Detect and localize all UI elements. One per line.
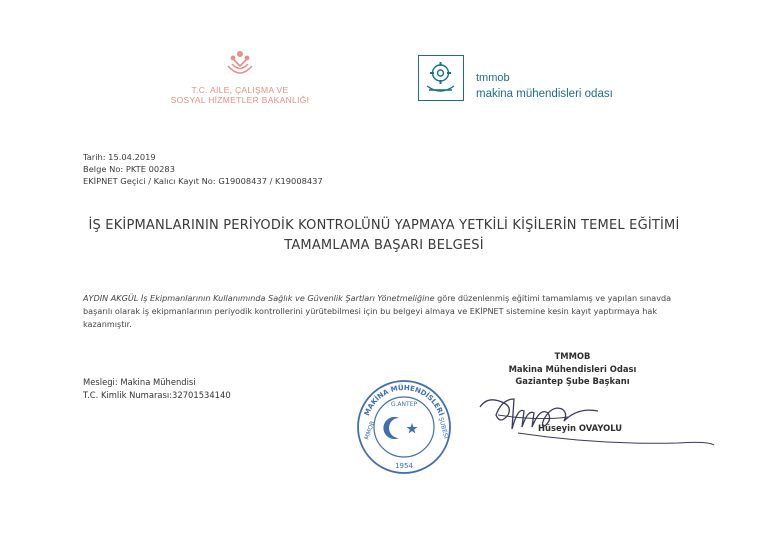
signatory-org3: Gaziantep Şube Başkanı — [515, 376, 630, 386]
stamp-branch: G.ANTEP — [390, 401, 418, 408]
official-stamp — [355, 378, 453, 476]
signatory-org2: Makina Mühendisleri Odası — [508, 363, 637, 374]
certificate-body — [83, 292, 683, 331]
certificate-title-line1: İŞ EKİPMANLARININ PERİYODİK KONTROLÜNÜ YAPMAYA YETKİLİ KİŞİLERİN TEMEL EĞİTİMİ — [88, 218, 680, 233]
certificate-title-line2: TAMAMLAMA BAŞARI BELGESİ — [284, 238, 484, 253]
signature — [478, 385, 718, 457]
holder-name: AYDIN AKGÜL — [83, 293, 139, 303]
tmmob-emblem-icon — [418, 55, 464, 101]
signatory-name: Hüseyin OVAYOLU — [538, 423, 623, 433]
crescent-icon — [383, 417, 399, 439]
star-icon — [407, 423, 418, 434]
stamp-year: 1954 — [395, 462, 413, 470]
body-rest: göre düzenlenmiş eğitimi tamamlamış ve yapılan sınavda başarılı olarak iş ekipmanlarının periyodik kontrollerini yürütebilmesi için bu belgeyi almaya ve EKİPNET sistemine kesin kayıt yaptırmaya hak kazanmıştır. — [83, 293, 672, 329]
tmmob-abbr: tmmob — [476, 72, 510, 84]
regulation-name: İş Ekipmanlarının Kullanımında Sağlık ve Güvenlik Şartları Yönetmeliğine — [140, 293, 435, 303]
document-number: Belge No: PKTE 00283 — [83, 164, 175, 174]
signatory-org1: TMMOB — [554, 351, 591, 361]
signatory-block — [500, 350, 645, 388]
stamp-top-text: MAKİNA MÜHENDİSLERİ — [362, 383, 446, 417]
holder-info — [83, 376, 231, 402]
ministry-name-line2: SOSYAL HİZMETLER BAKANLIĞI — [170, 95, 310, 105]
ministry-logo — [170, 42, 310, 105]
svg-text:MAKİNA MÜHENDİSLERİ — [363, 383, 446, 417]
ministry-emblem-icon — [220, 42, 260, 82]
tmmob-logo — [418, 55, 628, 105]
ministry-name-line1: T.C. AİLE, ÇALIŞMA VE — [191, 85, 289, 95]
profession: Meslegi: Makina Mühendisi — [83, 377, 196, 387]
document-meta — [83, 151, 323, 187]
date: Tarih: 15.04.2019 — [83, 152, 156, 162]
tmmob-full-name: makina mühendisleri odası — [476, 88, 613, 100]
id-number: T.C. Kimlik Numarası:32701534140 — [83, 390, 231, 400]
stamp-right-text: ŞUBESİ — [437, 416, 450, 440]
registry-number: EKİPNET Geçici / Kalıcı Kayıt No: G19008437 / K19008437 — [83, 176, 323, 186]
stamp-left-text: MMOB — [363, 420, 377, 441]
